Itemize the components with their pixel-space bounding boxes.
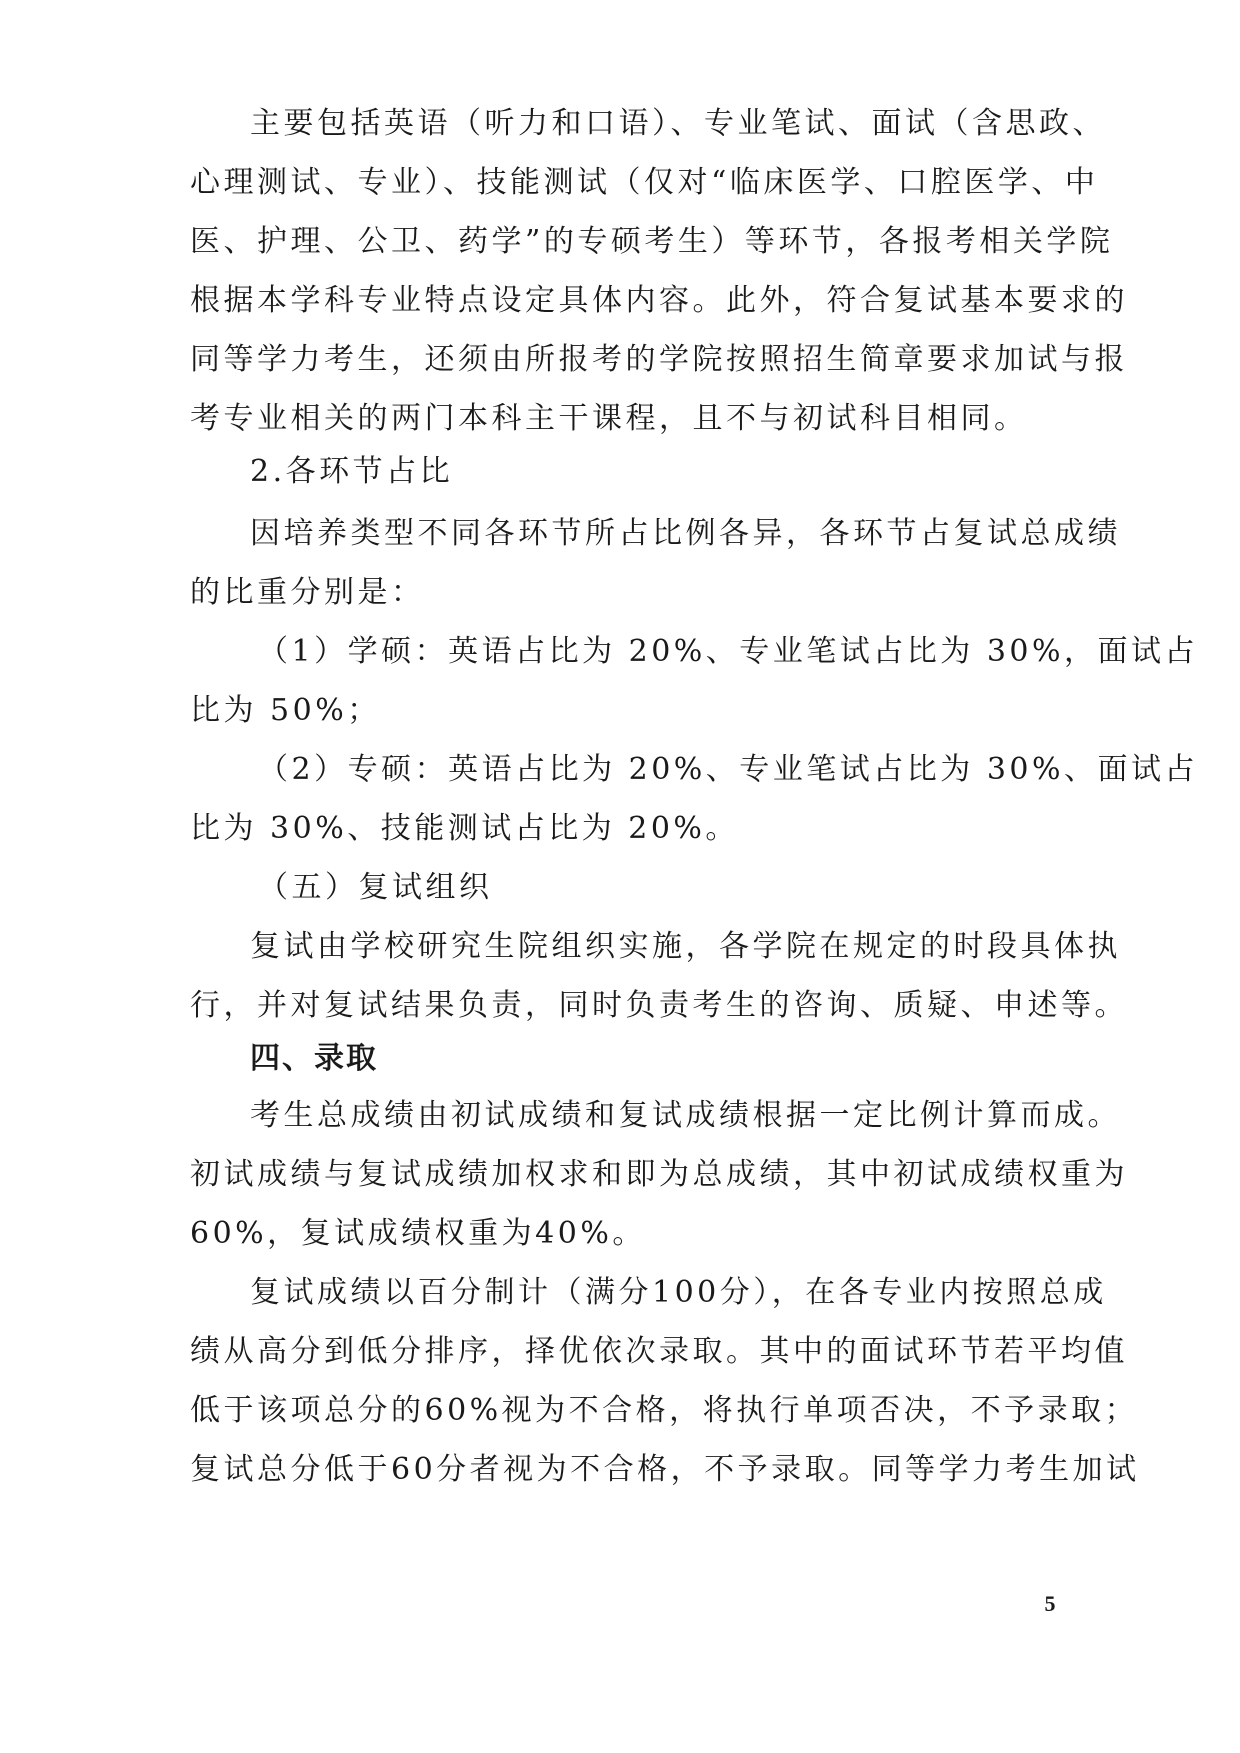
list-item-line: 比为 30%、技能测试占比为 20%。	[190, 811, 739, 846]
paragraph-line: 行，并对复试结果负责，同时负责考生的咨询、质疑、申述等。	[190, 988, 1128, 1023]
paragraph-line: 复试由学校研究生院组织实施，各学院在规定的时段具体执	[250, 929, 1121, 964]
paragraph-line: 考生总成绩由初试成绩和复试成绩根据一定比例计算而成。	[250, 1098, 1121, 1133]
paragraph-line: 低于该项总分的60%视为不合格，将执行单项否决，不予录取；	[190, 1393, 1139, 1428]
paragraph-line: 初试成绩与复试成绩加权求和即为总成绩，其中初试成绩权重为	[190, 1157, 1128, 1192]
paragraph-line: 根据本学科专业特点设定具体内容。此外，符合复试基本要求的	[190, 283, 1128, 318]
section-subheading: 2.各环节占比	[250, 454, 454, 489]
paragraph-line: 医、护理、公卫、药学”的专硕考生）等环节，各报考相关学院	[190, 224, 1114, 259]
paragraph-line: 主要包括英语（听力和口语）、专业笔试、面试（含思政、	[250, 106, 1106, 141]
paragraph-line: 因培养类型不同各环节所占比例各异，各环节占复试总成绩	[250, 516, 1121, 551]
page-number: 5	[1044, 1591, 1056, 1616]
list-item-line: 比为 50%；	[190, 693, 381, 728]
paragraph-line: 同等学力考生，还须由所报考的学院按照招生简章要求加试与报	[190, 342, 1128, 377]
paragraph-line: 心理测试、专业）、技能测试（仅对“临床医学、口腔医学、中	[190, 165, 1099, 200]
list-item-line: （2）专硕：英语占比为 20%、专业笔试占比为 30%、面试占	[258, 752, 1199, 787]
paragraph-line: 绩从高分到低分排序，择优依次录取。其中的面试环节若平均值	[190, 1334, 1128, 1369]
paragraph-line: 复试成绩以百分制计（满分100分），在各专业内按照总成	[250, 1275, 1107, 1310]
paragraph-line: 考专业相关的两门本科主干课程，且不与初试科目相同。	[190, 401, 1028, 436]
list-item-line: （1）学硕：英语占比为 20%、专业笔试占比为 30%，面试占	[258, 634, 1199, 669]
section-heading: 四、录取	[250, 1041, 378, 1076]
paragraph-line: 的比重分别是：	[190, 575, 425, 610]
paragraph-line: 复试总分低于60分者视为不合格，不予录取。同等学力考生加试	[190, 1452, 1140, 1487]
paragraph-line: 60%，复试成绩权重为40%。	[190, 1216, 646, 1251]
section-subheading: （五）复试组织	[258, 870, 493, 905]
